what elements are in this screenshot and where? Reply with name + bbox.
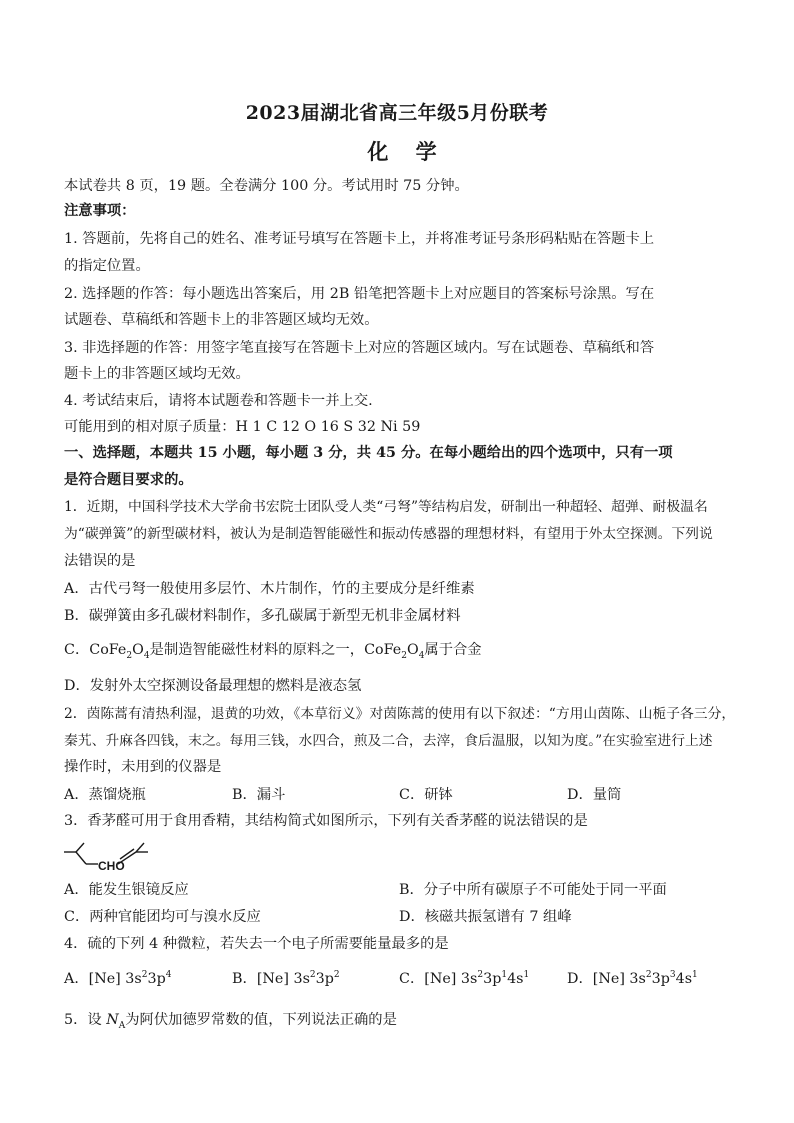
skeletal-formula-icon: [62, 840, 158, 874]
subject-title: 化 学: [367, 139, 447, 164]
q1-option-d: D．发射外太空探测设备最理想的燃料是液态氢: [64, 678, 362, 694]
q1-option-b: B．碳弹簧由多孔碳材料制作，多孔碳属于新型无机非金属材料: [64, 608, 461, 624]
notice-line: 题卡上的非答题区域均无效。: [64, 366, 250, 382]
q5-stem: 5．设 $N_A$为阿伏加德罗常数的值，下列说法正确的是: [64, 1012, 397, 1031]
q2-option-c: C．研钵: [399, 787, 453, 803]
notice-line: 试题卷、草稿纸和答题卡上的非答题区域均无效。: [64, 312, 379, 328]
notice-line: 4. 考试结束后，请将本试题卷和答题卡一并上交.: [64, 393, 373, 409]
q3-option-a: A．能发生银镜反应: [64, 882, 189, 898]
notice-line: 2. 选择题的作答：每小题选出答案后，用 2B 铅笔把答题卡上对应题目的答案标号涂黑。写在: [64, 286, 655, 302]
atomic-mass-line: 可能用到的相对原子质量：H 1 C 12 O 16 S 32 Ni 59: [64, 419, 421, 435]
q1-option-a: A．古代弓弩一般使用多层竹、木片制作，竹的主要成分是纤维素: [64, 581, 475, 597]
q1-stem: 1．近期，中国科学技术大学俞书宏院士团队受人类“弓弩”等结构启发，研制出一种超轻、超弹、耐极温名: [64, 499, 708, 515]
notice-line: 3. 非选择题的作答：用签字笔直接写在答题卡上对应的答题区域内。写在试题卷、草稿纸和答: [64, 340, 655, 356]
q4-option-d: D．[Ne] $3s^23p^34s^1$: [567, 970, 698, 987]
q2-option-b: B．漏斗: [232, 787, 286, 803]
q1-option-c: C．$CoFe_2O_4$是制造智能磁性材料的原料之一，$CoFe_2O_4$属于合金: [64, 642, 482, 661]
exam-title: 2023届湖北省高三年级5月份联考: [245, 102, 549, 124]
q2-stem: 2．茵陈蒿有清热利湿，退黄的功效，《本草衍义》对茵陈蒿的使用有以下叙述：“方用山茵陈、山栀子各三分，: [64, 706, 736, 722]
q4-option-b: B．[Ne] $3s^23p^2$: [232, 970, 340, 987]
section-heading: 一、选择题，本题共 15 小题，每小题 3 分，共 45 分。在每小题给出的四个选项中，只有一项: [64, 445, 673, 461]
q1-stem: 为“碳弹簧”的新型碳材料，被认为是制造智能磁性和振动传感器的理想材料，有望用于外太空探测。下列说: [64, 526, 713, 542]
q2-stem: 操作时，未用到的仪器是: [64, 759, 222, 775]
q3-option-b: B．分子中所有碳原子不可能处于同一平面: [399, 882, 667, 898]
section-heading: 是符合题目要求的。: [64, 472, 193, 488]
q2-option-a: A．蒸馏烧瓶: [64, 787, 146, 803]
q4-stem: 4．硫的下列 4 种微粒，若失去一个电子所需要能量最多的是: [64, 936, 449, 952]
citronellal-structure: [62, 840, 158, 878]
q2-stem: 秦艽、升麻各四钱，末之。每用三钱，水四合，煎及二合，去滓，食后温服，以知为度。”在实验室进行上述: [64, 733, 713, 749]
q4-option-a: A．[Ne] $3s^23p^4$: [64, 970, 172, 987]
q2-option-d: D．量筒: [567, 787, 622, 803]
q1-stem: 法错误的是: [64, 553, 136, 569]
q3-option-d: D．核磁共振氢谱有 7 组峰: [399, 909, 572, 925]
notice-line: 的指定位置。: [64, 258, 150, 274]
q3-stem: 3．香茅醛可用于食用香精，其结构简式如图所示，下列有关香茅醛的说法错误的是: [64, 813, 588, 829]
q4-option-c: C．[Ne] $3s^23p^14s^1$: [399, 970, 530, 987]
notice-line: 1. 答题前，先将自己的姓名、准考证号填写在答题卡上，并将准考证号条形码粘贴在答题卡上: [64, 231, 655, 247]
q3-option-c: C．两种官能团均可与溴水反应: [64, 909, 261, 925]
intro-line: 本试卷共 8 页，19 题。全卷满分 100 分。考试用时 75 分钟。: [64, 178, 469, 194]
cho-label: CHO: [98, 859, 125, 873]
notice-heading: 注意事项：: [64, 203, 136, 219]
